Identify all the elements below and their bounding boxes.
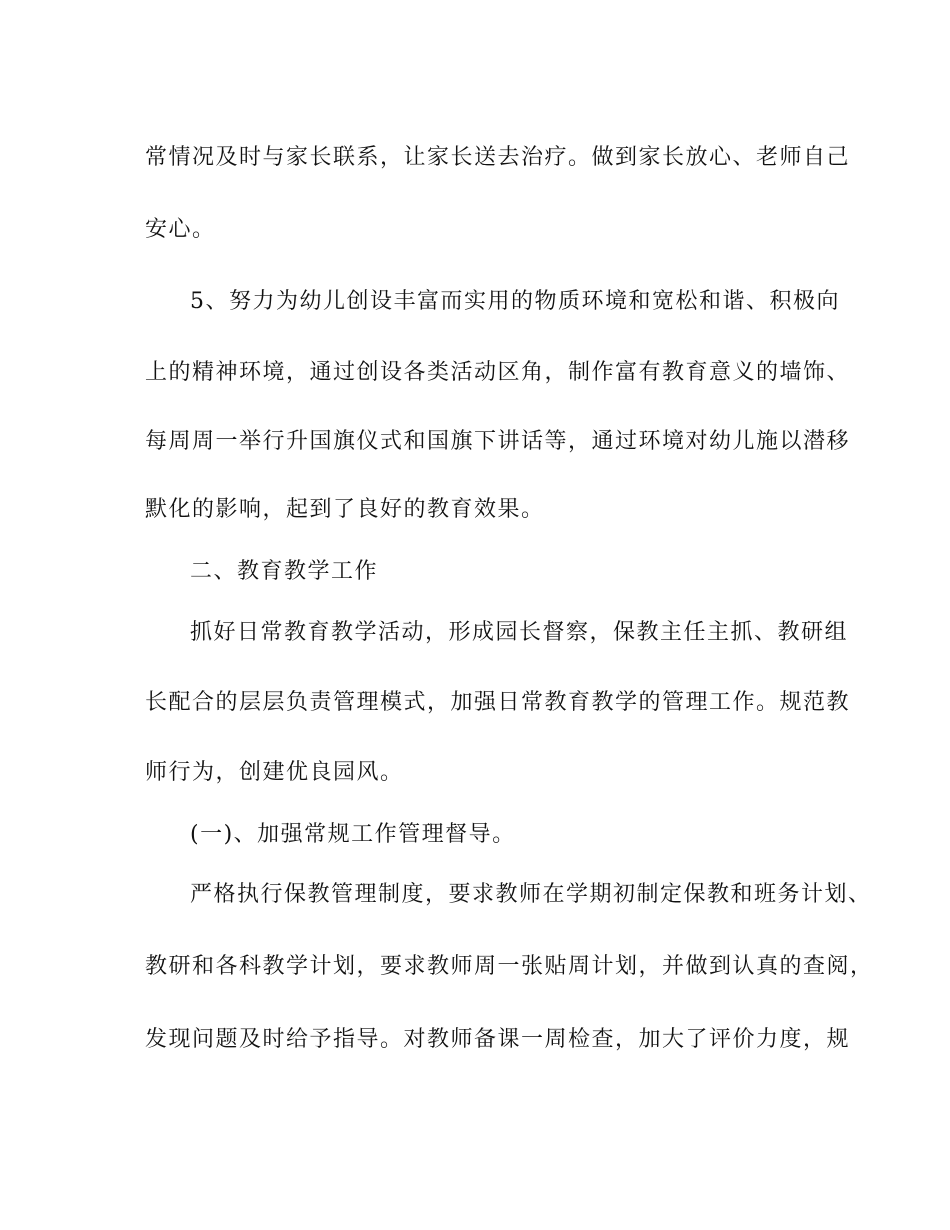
- paragraph-line: 常情况及时与家长联系，让家长送去治疗。做到家长放心、老师自己: [145, 145, 851, 170]
- paragraph-line: 上的精神环境，通过创设各类活动区角，制作富有教育意义的墙饰、: [145, 360, 851, 385]
- paragraph-line: 每周周一举行升国旗仪式和国旗下讲话等，通过环境对幼儿施以潜移: [145, 429, 851, 454]
- paragraph-line: 发现问题及时给予指导。对教师备课一周检查，加大了评价力度，规: [145, 1027, 851, 1052]
- paragraph-line: 抓好日常教育教学活动，形成园长督察，保教主任主抓、教研组: [190, 620, 849, 645]
- paragraph-line: 长配合的层层负责管理模式，加强日常教育教学的管理工作。规范教: [145, 690, 851, 715]
- paragraph-line: 严格执行保教管理制度，要求教师在学期初制定保教和班务计划、: [190, 882, 872, 907]
- subsection-heading: (一)、加强常规工作管理督导。: [190, 822, 516, 847]
- paragraph-line: 默化的影响，起到了良好的教育效果。: [145, 497, 545, 522]
- paragraph-line: 安心。: [145, 217, 216, 242]
- section-heading: 二、教育教学工作: [190, 559, 379, 584]
- paragraph-line: 5、努力为幼儿创设丰富而实用的物质环境和宽松和谐、积极向: [190, 289, 840, 314]
- paragraph-line: 教研和各科教学计划，要求教师周一张贴周计划，并做到认真的查阅，: [145, 954, 874, 979]
- paragraph-line: 师行为，创建优良园风。: [145, 760, 404, 785]
